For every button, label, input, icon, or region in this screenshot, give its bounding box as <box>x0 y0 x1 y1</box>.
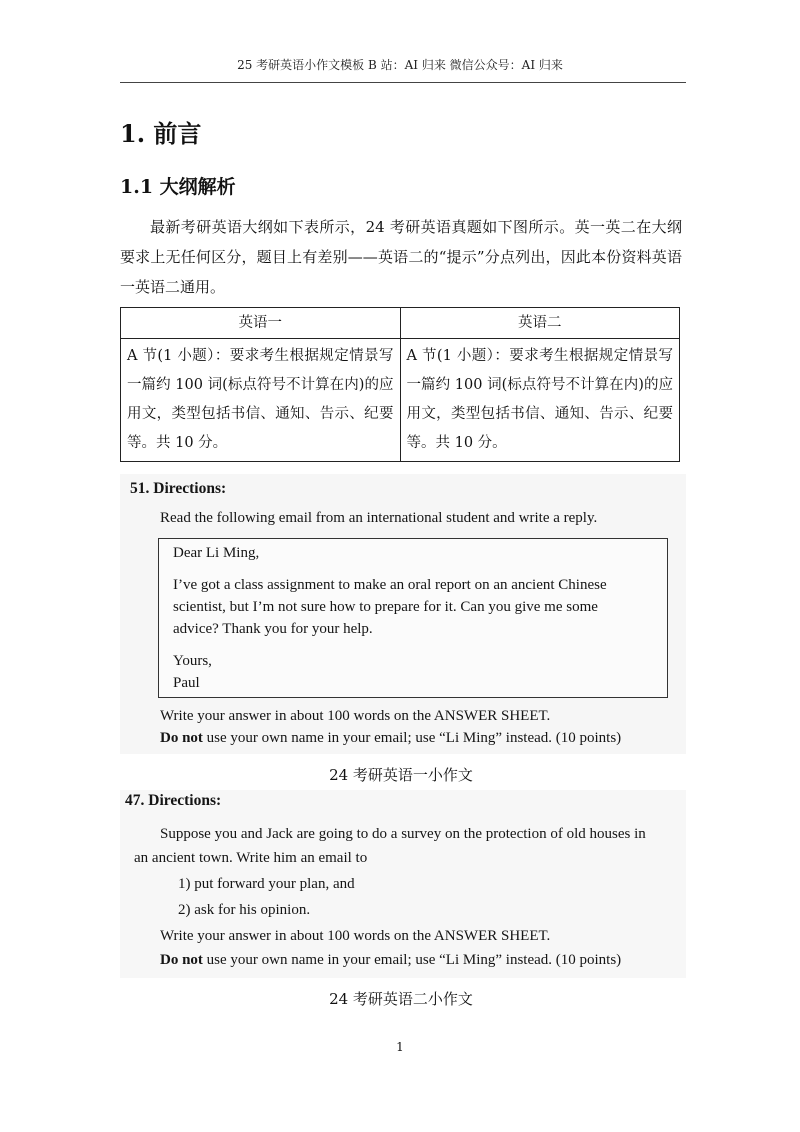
header-divider <box>120 82 686 83</box>
exam1-answer-note: Write your answer in about 100 words on the ANSWER SHEET. <box>160 708 551 724</box>
exam1-warning-bold: Do not <box>160 730 203 746</box>
syllabus-table <box>120 307 680 462</box>
table-cell-english-two: A 节(1 小题）：要求考生根据规定情景写一篇约 100 词(标点符号不计算在内)的应用文，类型包括书信、通知、告示、纪要等。共 10 分。 <box>400 339 680 462</box>
page-number: 1 <box>396 1040 404 1054</box>
intro-paragraph: 最新考研英语大纲如下表所示，24 考研英语真题如下图所示。英一英二在大纲要求上无任何区分，题目上有差别——英语二的“提示”分点列出，因此本份资料英语一英语二通用。 <box>120 218 682 296</box>
table-header-english-one: 英语一 <box>121 308 401 339</box>
email-body-line: scientist, but I’m not sure how to prepare for it. Can you give me some <box>173 599 598 615</box>
email-closing: Yours, <box>173 653 212 669</box>
exam1-instruction: Read the following email from an international student and write a reply. <box>160 510 598 526</box>
exam1-warning-rest: use your own name in your email; use “Li Ming” instead. (10 points) <box>202 730 622 746</box>
exam2-warning <box>160 952 621 969</box>
exam1-email-box <box>158 538 668 698</box>
exam2-warning-bold: Do not <box>160 952 203 968</box>
intro-text <box>120 212 682 302</box>
table-cell-english-one: A 节(1 小题）：要求考生根据规定情景写一篇约 100 词(标点符号不计算在内)的应用文，类型包括书信、通知、告示、纪要等。共 10 分。 <box>121 339 401 462</box>
exam1-caption: 24 考研英语一小作文 <box>329 766 473 784</box>
section-heading: 1. 前言 <box>120 119 202 148</box>
email-body-line: I’ve got a class assignment to make an oral report on an ancient Chinese <box>173 577 607 593</box>
exam2-warning-rest: use your own name in your email; use “Li Ming” instead. (10 points) <box>202 952 622 968</box>
exam1-scan <box>120 474 686 754</box>
exam2-prompt-line: Suppose you and Jack are going to do a survey on the protection of old houses in <box>160 826 646 842</box>
exam2-point: 2) ask for his opinion. <box>178 902 311 918</box>
page-header: 25 考研英语小作文模板 B 站：AI 归来 微信公众号：AI 归来 <box>237 58 563 72</box>
exam2-answer-note: Write your answer in about 100 words on the ANSWER SHEET. <box>160 928 551 944</box>
table-header-row <box>121 308 680 339</box>
exam1-warning <box>160 730 621 747</box>
email-salutation: Dear Li Ming, <box>173 545 260 561</box>
table-row <box>121 339 680 462</box>
subsection-heading: 1.1 大纲解析 <box>120 176 236 198</box>
exam2-caption: 24 考研英语二小作文 <box>329 990 473 1008</box>
exam2-directions-title: 47. Directions: <box>125 792 222 809</box>
table-header-english-two: 英语二 <box>400 308 680 339</box>
email-signature: Paul <box>173 675 200 691</box>
exam2-point: 1) put forward your plan, and <box>178 876 355 892</box>
exam2-prompt-line: an ancient town. Write him an email to <box>134 850 368 866</box>
exam1-directions-title: 51. Directions: <box>130 480 227 497</box>
exam2-scan <box>120 790 686 978</box>
email-body-line: advice? Thank you for your help. <box>173 621 373 637</box>
